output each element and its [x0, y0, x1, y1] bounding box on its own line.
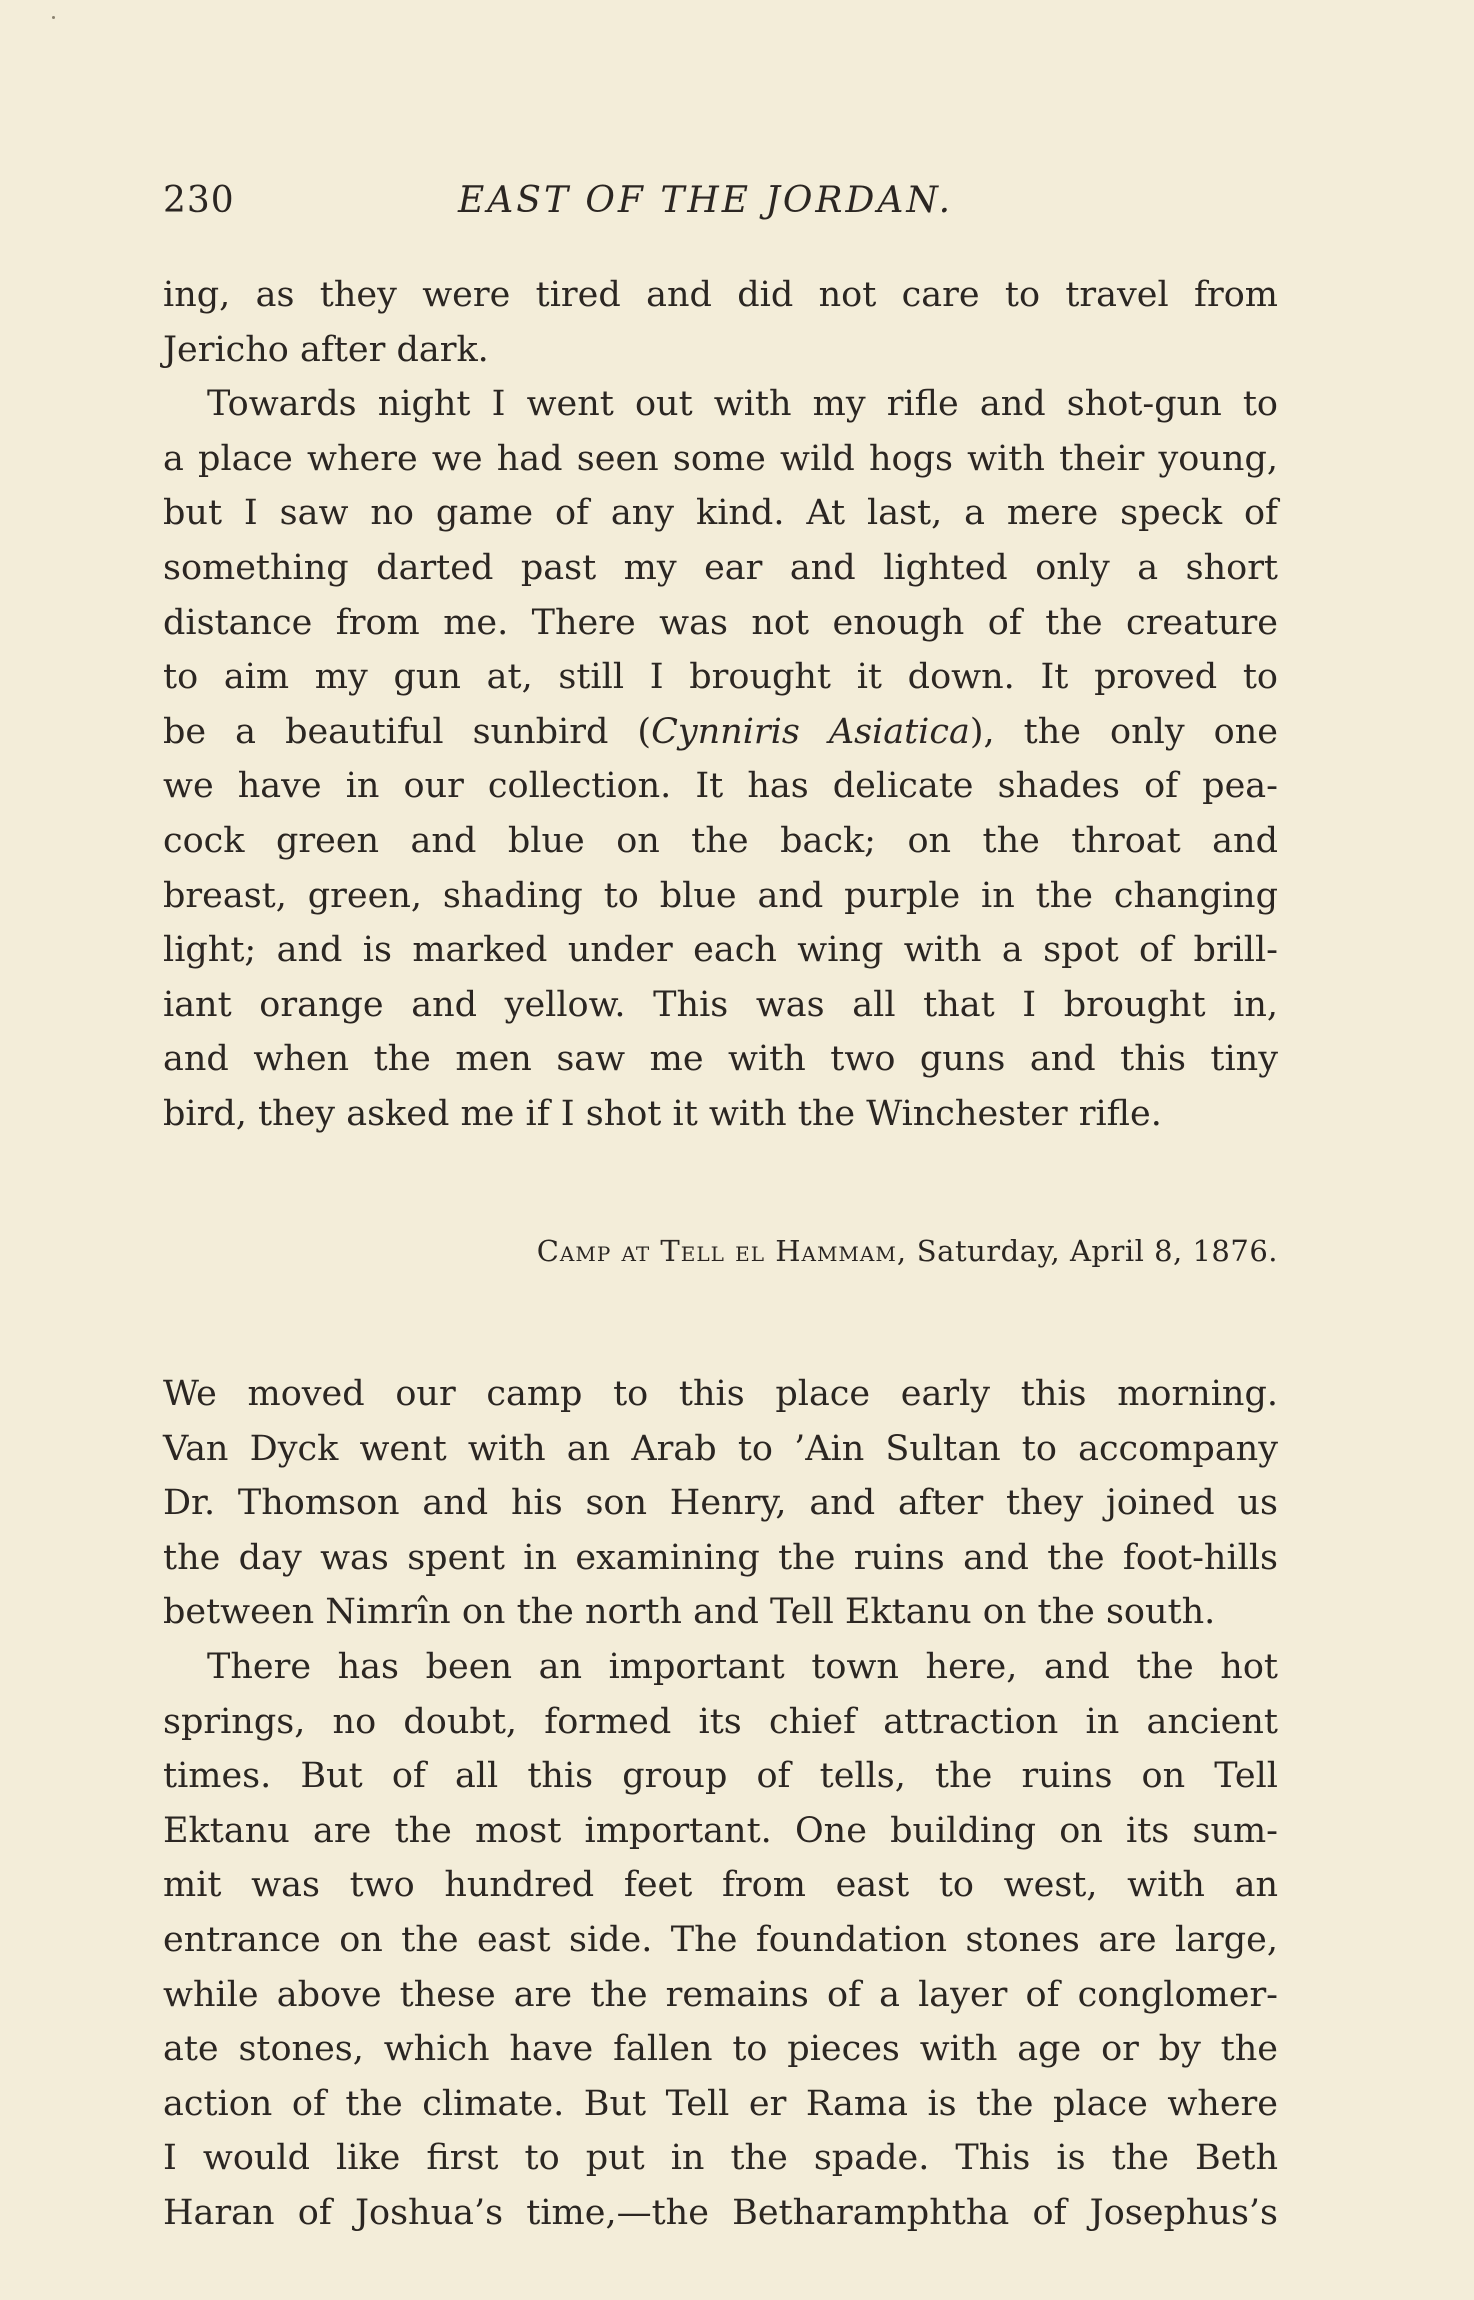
- paragraph-4: [163, 1640, 1278, 2241]
- entry-dateline: [370, 1227, 1278, 1275]
- text-line: action of the climate. But Tell er Rama is the place where: [163, 2083, 1278, 2124]
- text-line: I would like first to put in the spade. This is the Beth: [163, 2138, 1278, 2179]
- text-line: ing, as they were tired and did not care to travel from: [163, 275, 1278, 315]
- text-line: between Nimrîn on the north and Tell Ektanu on the south.: [163, 1592, 1216, 1633]
- paragraph-2: [163, 377, 1278, 1141]
- text-line: to aim my gun at, still I brought it down. It proved to: [163, 657, 1278, 698]
- text-line: light; and is marked under each wing with a spot of brill-: [163, 930, 1278, 971]
- text-line: something darted past my ear and lighted only a short: [163, 547, 1278, 588]
- text-line: we have in our collection. It has delicate shades of pea-: [163, 766, 1278, 807]
- dateline-date: Saturday, April 8, 1876.: [916, 1234, 1278, 1268]
- text-line: distance from me. There was not enough of the creature: [163, 602, 1278, 643]
- text-line: bird, they asked me if I shot it with the Winchester rifle.: [163, 1093, 1162, 1134]
- text-line: Dr. Thomson and his son Henry, and after they joined us: [163, 1483, 1278, 1524]
- dateline-place: Camp at Tell el Hammam,: [536, 1234, 908, 1268]
- text-line: mit was two hundred feet from east to west, with an: [163, 1865, 1278, 1906]
- text-line: and when the men saw me with two guns and this tiny: [163, 1039, 1278, 1080]
- text-line: be a beautiful sunbird (Cynniris Asiatica), the only one: [163, 711, 1278, 752]
- text-line: Towards night I went out with my rifle and shot-gun to: [207, 384, 1278, 425]
- text-line: cock green and blue on the back; on the throat and: [163, 820, 1278, 861]
- body-text-upper: [163, 268, 1278, 1142]
- paragraph-3: [163, 1367, 1278, 1640]
- text-line: There has been an important town here, and the hot: [207, 1646, 1278, 1687]
- text-line: springs, no doubt, formed its chief attraction in ancient: [163, 1701, 1278, 1742]
- running-head: [163, 176, 1278, 226]
- text-line: ate stones, which have fallen to pieces with age or by the: [163, 2029, 1278, 2070]
- text-line: We moved our camp to this place early this morning.: [163, 1374, 1278, 1414]
- text-line: iant orange and yellow. This was all that I brought in,: [163, 984, 1278, 1025]
- text-line: while above these are the remains of a layer of conglomer-: [163, 1974, 1278, 2015]
- species-name: Cynniris Asiatica: [651, 711, 970, 752]
- text-line: entrance on the east side. The foundation stones are large,: [163, 1919, 1278, 1960]
- text-line: the day was spent in examining the ruins and the foot-hills: [163, 1537, 1278, 1578]
- text-line: Ektanu are the most important. One building on its sum-: [163, 1810, 1278, 1851]
- text-line: times. But of all this group of tells, the ruins on Tell: [163, 1756, 1278, 1797]
- text-line: Jericho after dark.: [163, 329, 489, 370]
- text-line: breast, green, shading to blue and purple in the changing: [163, 875, 1278, 916]
- text-line: Haran of Joshua’s time,—the Betharamphtha of Josephus’s: [163, 2192, 1278, 2233]
- text-line: a place where we had seen some wild hogs with their young,: [163, 438, 1278, 479]
- page-number: 230: [163, 180, 235, 221]
- text-line: but I saw no game of any kind. At last, a mere speck of: [163, 493, 1278, 534]
- running-title: EAST OF THE JORDAN.: [458, 180, 954, 221]
- text-line: Van Dyck went with an Arab to ’Ain Sultan to accompany: [163, 1428, 1278, 1469]
- body-text-lower: [163, 1367, 1278, 2241]
- paragraph-1: [163, 268, 1278, 377]
- paper-speck: [52, 16, 55, 19]
